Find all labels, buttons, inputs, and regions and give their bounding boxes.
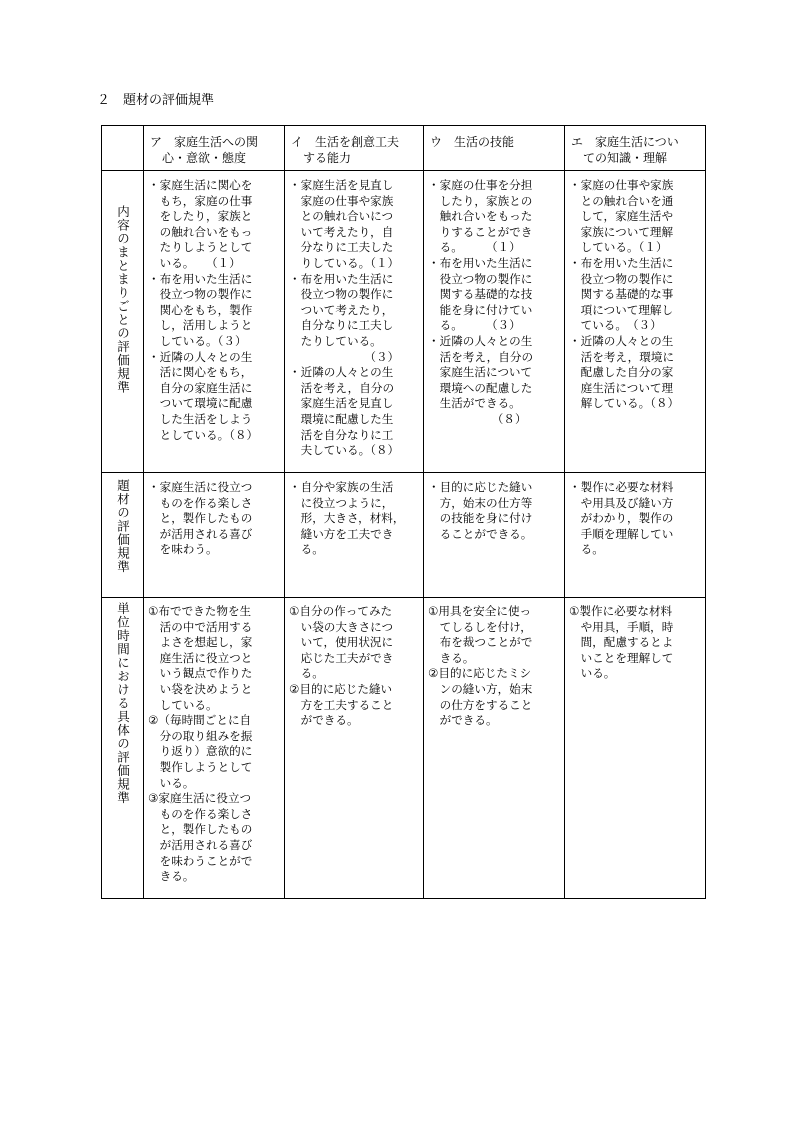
content-text-e: ・家庭の仕事や家族 との触れ合いを通 して，家庭生活や 家族について理解 している。（１） ・布を用いた生活に 役立つ物の製作に 関する基礎的な事 項について理解し ている。 （３） ・近隣の人々との生 活を考え，環境に 配慮した自分の家 庭生活について理 解している。（８） (569, 178, 680, 411)
content-text-i: ・家庭生活を見直し 家庭の仕事や家族 との触れ合いにつ いて考えたり，自 分なりに工夫した りしている。（１） ・布を用いた生活に 役立つ物の製作に ついて考えたり， 自分なりに工夫し たりしている。 （３） ・近隣の人々との生 活を考え，自分の 家庭生活を見直し 環境に配慮した生 活を自分なりに工 夫している。（８） (289, 178, 400, 458)
header-cell-u (424, 126, 565, 171)
unit-criteria-row (102, 473, 706, 598)
hourly-row-label: 単位時間における具体の評価規準 (115, 602, 131, 805)
content-cell-e (565, 171, 706, 473)
section-heading: ２ 題材の評価規準 (97, 93, 215, 108)
hourly-criteria-row (102, 598, 706, 899)
header-cell-i (285, 126, 424, 171)
header-u-label: ウ 生活の技能 (430, 135, 515, 149)
header-e-label: エ 家庭生活につい ての知識・理解 (571, 135, 679, 165)
hourly-text-u: ①用具を安全に使っ てしるしを付け， 布を裁つことがで きる。 ②目的に応じたミシ ンの縫い方，始末 の仕方をすること ができる。 (428, 604, 533, 728)
content-cell-a (144, 171, 285, 473)
unit-cell-u (424, 473, 565, 598)
hourly-cell-e (565, 598, 706, 899)
unit-text-a: ・家庭生活に役立つ ものを作る楽しさ と，製作したもの が活用される喜び を味わう。 (148, 480, 253, 557)
unit-cell-a (144, 473, 285, 598)
evaluation-criteria-table (101, 125, 706, 899)
hourly-text-a: ①布でできた物を生 活の中で活用する よさを想起し，家 庭生活に役立つと いう観点で作りた い袋を決めようと している。 ②（毎時間ごとに自 分の取り組みを振 り返り）意欲的に 製作しようとして いる。 ③家庭生活に役立つ ものを作る楽しさ と，製作したもの が活用される喜び を味わうことがで きる。 (148, 604, 253, 884)
corner-cell (102, 126, 144, 171)
content-row-label: 内容のまとまりごとの評価規準 (115, 205, 131, 394)
unit-text-i: ・自分や家族の生活 に役立つように， 形，大きさ，材料， 縫い方を工夫でき る。 (289, 480, 405, 557)
hourly-cell-i (285, 598, 424, 899)
header-row (102, 126, 706, 171)
header-i-label: イ 生活を創意工夫 する能力 (291, 135, 400, 165)
header-cell-e (565, 126, 706, 171)
unit-cell-e (565, 473, 706, 598)
hourly-cell-a (144, 598, 285, 899)
content-text-a: ・家庭生活に関心を もち，家庭の仕事 をしたり，家族と の触れ合いをもっ たりしようとして いる。 （１） ・布を用いた生活に 役立つ物の製作に 関心をもち，製作 し，活用しようと している。（３） ・近隣の人々との生 活に関心をもち， 自分の家庭生活に ついて環境に配慮 した生活をしよう としている。（８） (148, 178, 259, 442)
hourly-cell-u (424, 598, 565, 899)
unit-row-header (102, 473, 144, 598)
unit-cell-i (285, 473, 424, 598)
content-row-header (102, 171, 144, 473)
content-text-u: ・家庭の仕事を分担 したり，家族との 触れ合いをもった りすることができ る。 （１） ・布を用いた生活に 役立つ物の製作に 関する基礎的な技 能を身に付けてい る。 （３） ・近隣の人々との生 活を考え，自分の 家庭生活について 環境への配慮した 生活ができる。 （８） (428, 178, 534, 426)
unit-text-u: ・目的に応じた縫い 方，始末の仕方等 の技能を身に付け ることができる。 (428, 480, 533, 541)
unit-text-e: ・製作に必要な材料 や用具及び縫い方 がわかり，製作の 手順を理解してい る。 (569, 480, 674, 557)
unit-row-label: 題材の評価規準 (115, 479, 131, 574)
hourly-text-e: ①製作に必要な材料 や用具，手順，時 間，配慮するとよ いことを理解して いる。 (569, 604, 674, 681)
header-cell-a (144, 126, 285, 171)
content-cell-i (285, 171, 424, 473)
content-criteria-row (102, 171, 706, 473)
header-a-label: ア 家庭生活への関 心・意欲・態度 (150, 135, 259, 165)
hourly-text-i: ①自分の作ってみた い袋の大きさにつ いて，使用状況に 応じた工夫ができ る。 ②目的に応じた縫い 方を工夫すること ができる。 (289, 604, 394, 728)
content-cell-u (424, 171, 565, 473)
hourly-row-header (102, 598, 144, 899)
